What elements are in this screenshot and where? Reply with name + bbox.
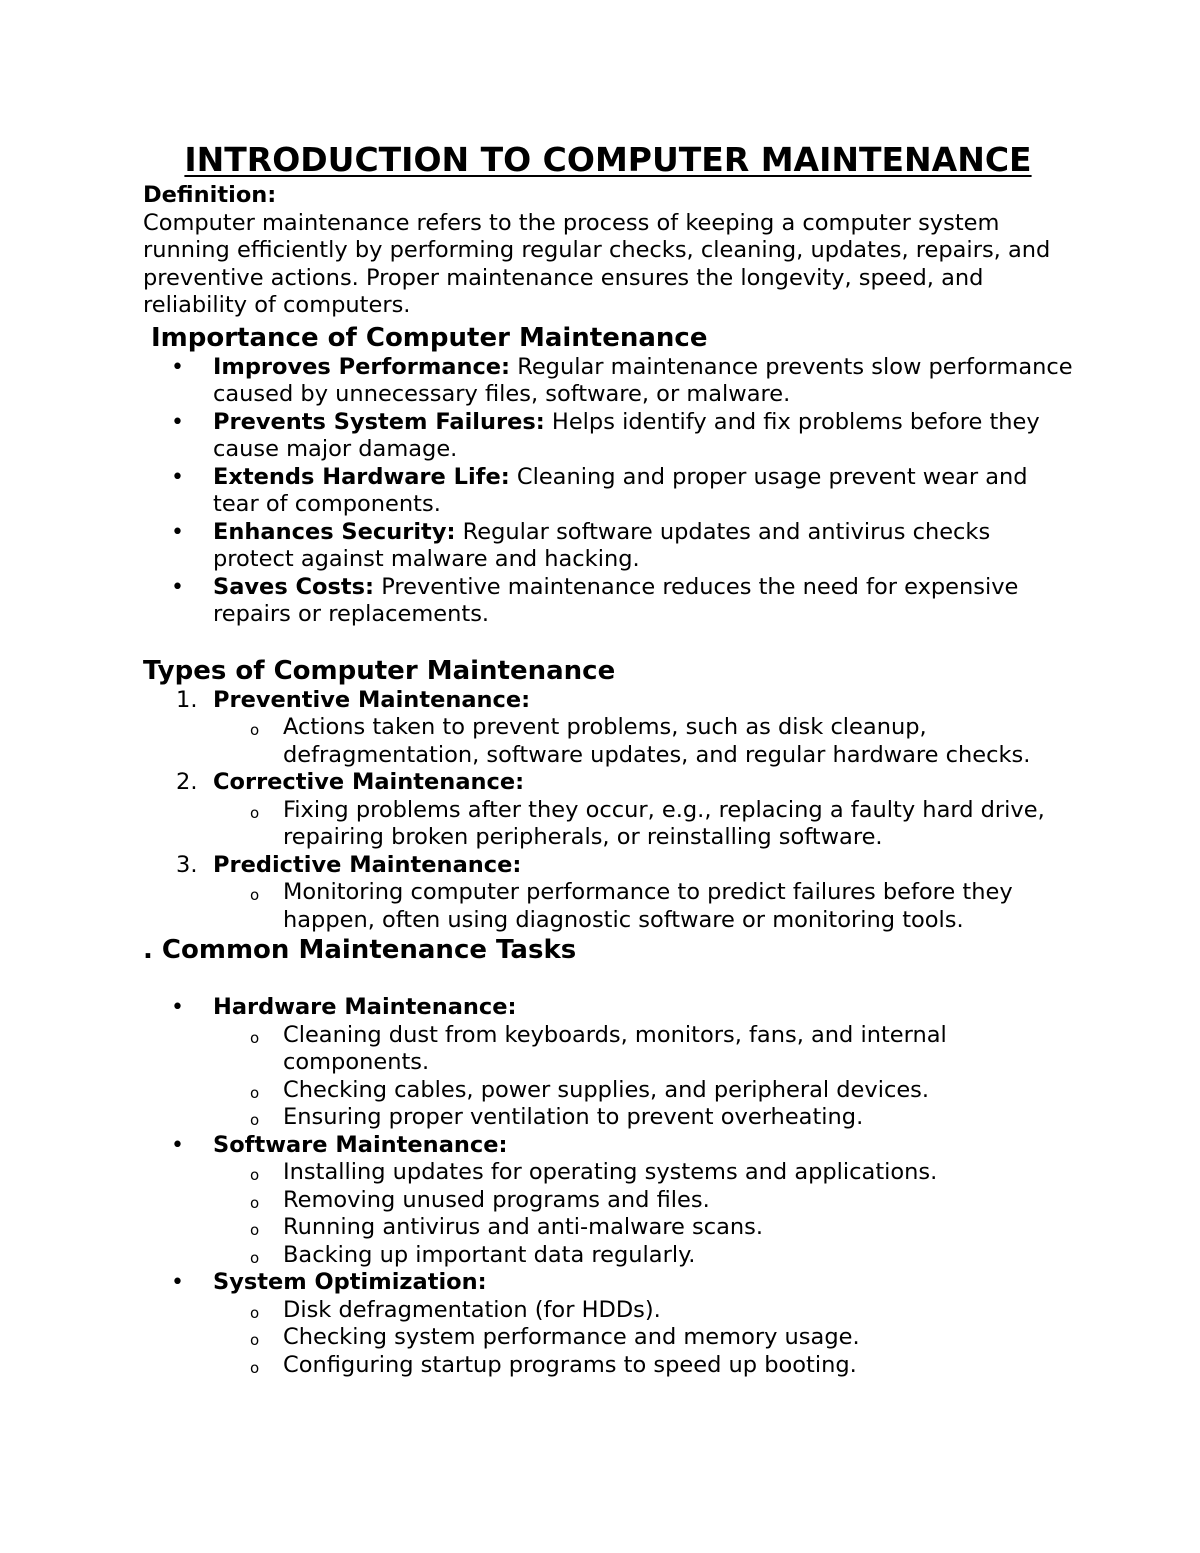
tasks-subitem: o Installing updates for operating systems and applications.	[283, 1159, 1073, 1187]
importance-item-label: Enhances Security:	[213, 518, 456, 545]
tasks-item-label: System Optimization:	[213, 1269, 487, 1295]
tasks-subitem: o Running antivirus and anti-malware scans.	[283, 1214, 1073, 1242]
tasks-sublist	[213, 1022, 1073, 1132]
types-item-label: Predictive Maintenance:	[213, 851, 522, 878]
types-item	[176, 851, 1073, 935]
tasks-sublist	[213, 1159, 1073, 1269]
types-sublist	[213, 879, 1073, 934]
importance-item	[213, 519, 1073, 574]
importance-item-text: Preventive maintenance reduces the need for expensive repairs or replacements.	[213, 573, 1019, 627]
importance-item-text: Helps identify and fix problems before they cause major damage.	[213, 408, 1040, 462]
types-item-label: Corrective Maintenance:	[213, 769, 525, 795]
tasks-item	[213, 1269, 1073, 1379]
types-item-number: 3.	[176, 851, 198, 878]
tasks-subitem: o Removing unused programs and files.	[283, 1187, 1073, 1215]
tasks-subitem: o Backing up important data regularly.	[283, 1242, 1073, 1270]
importance-item-label: Extends Hardware Life:	[213, 463, 510, 490]
tasks-item	[213, 994, 1073, 1132]
importance-item-text: Regular maintenance prevents slow performance caused by unnecessary files, software, or malware.	[213, 353, 1073, 407]
types-item-number: 2.	[176, 769, 198, 795]
types-list	[143, 687, 1073, 935]
types-item-label: Preventive Maintenance:	[213, 686, 531, 713]
tasks-subitem: o Checking system performance and memory usage.	[283, 1324, 1073, 1352]
importance-item-label: Prevents System Failures:	[213, 408, 545, 435]
types-item	[176, 769, 1073, 852]
importance-heading: Importance of Computer Maintenance	[151, 322, 708, 353]
importance-item-label: Saves Costs:	[213, 573, 375, 600]
tasks-subitem: o Checking cables, power supplies, and peripheral devices.	[283, 1077, 1073, 1105]
tasks-sublist	[213, 1297, 1073, 1380]
types-item	[176, 686, 1073, 770]
types-sublist	[213, 797, 1073, 852]
tasks-item	[213, 1132, 1073, 1270]
tasks-subitem: o Cleaning dust from keyboards, monitors, fans, and internal components.	[283, 1022, 1073, 1077]
definition-text: Computer maintenance refers to the process of keeping a computer system running efficiently by performing regular checks, cleaning, updates, repairs, and preventive actions. Proper maintenance ensures the longevity, speed, and reliability of computers.	[143, 209, 1051, 318]
importance-list	[143, 354, 1073, 629]
types-item-number: 1.	[176, 686, 198, 713]
tasks-heading: . Common Maintenance Tasks	[143, 935, 577, 965]
tasks-item-label: Software Maintenance:	[213, 1131, 508, 1158]
importance-item-label: Improves Performance:	[213, 353, 511, 380]
importance-item	[213, 464, 1073, 519]
tasks-subitem: o Configuring startup programs to speed up booting.	[283, 1352, 1073, 1380]
importance-item-text: Regular software updates and antivirus checks protect against malware and hacking.	[213, 518, 991, 572]
tasks-item-label: Hardware Maintenance:	[213, 994, 517, 1020]
types-subitem: o Monitoring computer performance to predict failures before they happen, often using diagnostic software or monitoring tools.	[283, 879, 1073, 934]
tasks-subitem: o Disk defragmentation (for HDDs).	[283, 1297, 1073, 1325]
document-page	[143, 140, 1073, 1379]
importance-item-text: Cleaning and proper usage prevent wear and tear of components.	[213, 463, 1028, 517]
importance-item	[213, 574, 1073, 629]
importance-item	[213, 409, 1073, 464]
types-heading: Types of Computer Maintenance	[143, 655, 616, 686]
tasks-list	[143, 994, 1073, 1379]
importance-item	[213, 354, 1073, 409]
document-title: INTRODUCTION TO COMPUTER MAINTENANCE	[184, 140, 1032, 179]
types-subitem: o Fixing problems after they occur, e.g., replacing a faulty hard drive, repairing broken peripherals, or reinstalling software.	[283, 797, 1073, 852]
types-subitem: o Actions taken to prevent problems, such as disk cleanup, defragmentation, software updates, and regular hardware checks.	[283, 714, 1073, 769]
definition-label: Definition:	[143, 182, 277, 208]
tasks-subitem: o Ensuring proper ventilation to prevent overheating.	[283, 1104, 1073, 1132]
types-sublist	[213, 714, 1073, 769]
